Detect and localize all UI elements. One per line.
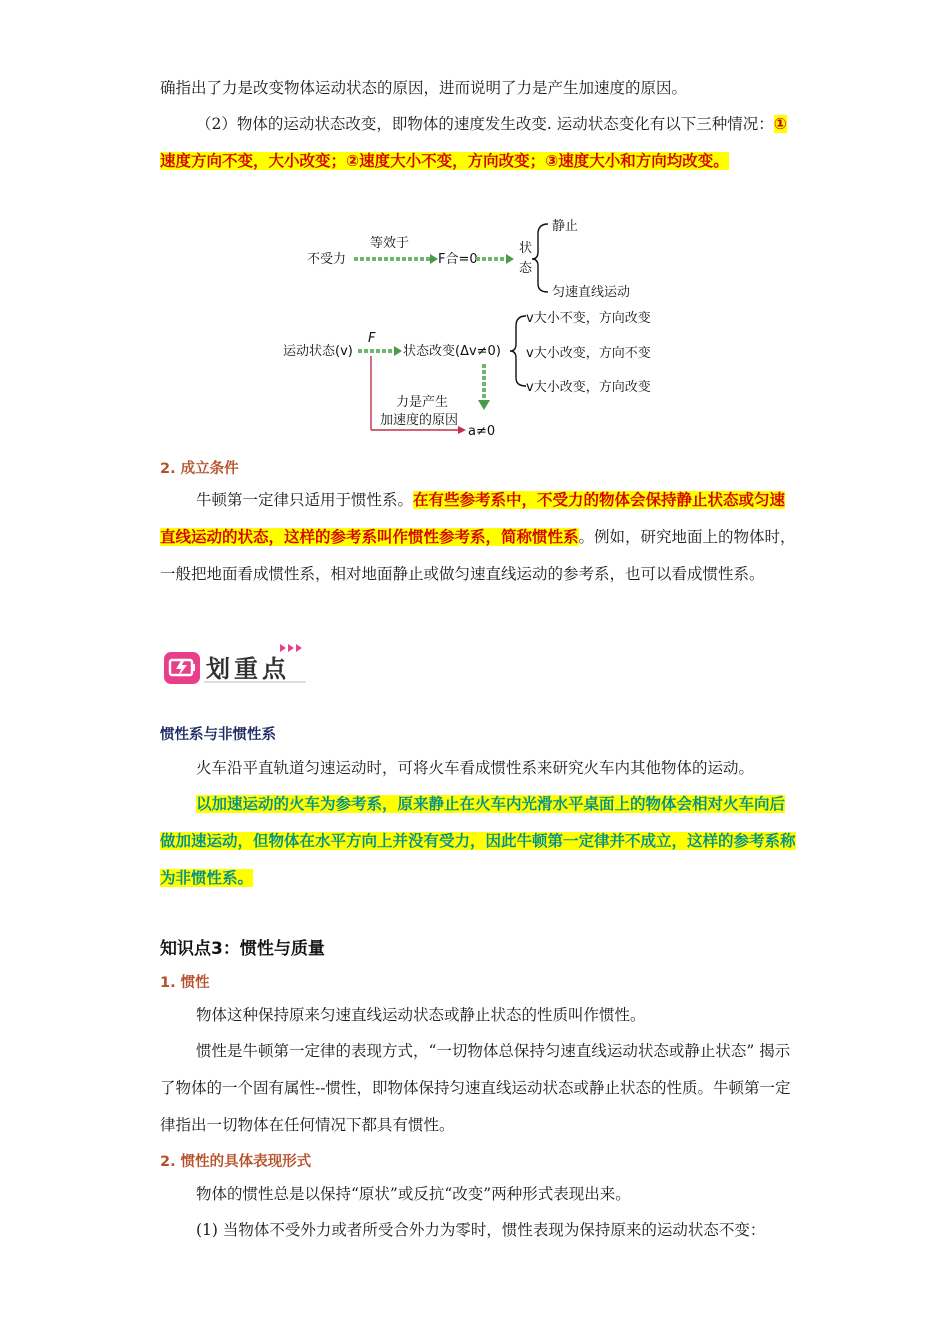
- state-change-text: （2）物体的运动状态改变，即物体的速度发生改变. 运动状态变化有以下三种情况：: [196, 115, 774, 133]
- label-no-force: 不受力: [307, 252, 347, 267]
- label-case-3: v大小改变，方向改变: [526, 380, 651, 395]
- key-point-badge: [162, 644, 312, 688]
- key-point-label: 划重点: [206, 655, 290, 683]
- label-rest: 静止: [552, 219, 579, 234]
- paragraph-no-force-case: (1) 当物体不受外力或者所受合外力为零时，惯性表现为保持原来的运动状态不变：: [196, 1221, 766, 1239]
- paragraph-inertia-definition: 物体这种保持原来匀速直线运动状态或静止状态的性质叫作惯性。: [196, 1006, 646, 1024]
- label-equivalent: 等效于: [370, 236, 410, 251]
- label-motion-state: 运动状态(v): [283, 344, 353, 359]
- paragraph-inertial-frame: [160, 482, 796, 593]
- section-title-inertia-forms: 2. 惯性的具体表现形式: [160, 1154, 312, 1170]
- highlight-inertial-definition: 在有些参考系中，不受力的物体会保持静止状态或匀速直线运动的状态，这样的参考系叫作惯性参考系，简称惯性系: [160, 491, 786, 546]
- paragraph-state-change: [160, 106, 796, 180]
- label-state-1: 状: [519, 241, 533, 256]
- label-accel-nonzero: a≠0: [468, 424, 496, 439]
- label-force-f: F: [368, 331, 376, 346]
- highlight-noninertial: 以加速运动的火车为参考系，原来静止在火车内光滑水平桌面上的物体会相对火车向后做加速运动，但物体在水平方向上并没有受力，因此牛顿第一定律并不成立，这样的参考系称为非惯性系。: [160, 795, 796, 887]
- label-case-1: v大小不变，方向改变: [526, 311, 651, 326]
- label-f-net-zero: F合=0: [438, 252, 478, 267]
- knowledge-point-3-title: 知识点3：惯性与质量: [160, 939, 325, 959]
- subtitle-inertial-noninertial: 惯性系与非惯性系: [160, 727, 276, 743]
- label-state-2: 态: [519, 261, 533, 276]
- label-state-change: 状态改变(Δv≠0): [403, 344, 501, 359]
- section-title-conditions: 2. 成立条件: [160, 461, 239, 477]
- section-title-inertia: 1. 惯性: [160, 975, 210, 991]
- label-cause-1: 力是产生: [396, 395, 449, 410]
- inertial-frame-example: 。例如，研究地面上的物体时，一般把地面看成惯性系，相对地面静止或做匀速直线运动的参考系，也可以看成惯性系。: [160, 528, 796, 583]
- paragraph-inertia-newton: 惯性是牛顿第一定律的表现方式，“一切物体总保持匀速直线运动状态或静止状态” 揭示了物体的一个固有属性--惯性，即物体保持匀速直线运动状态或静止状态的性质。牛顿第一定律指出一切物体在任何情况下都具有惯性。: [160, 1042, 791, 1134]
- force-motion-diagram: [270, 212, 670, 442]
- paragraph-train-uniform: 火车沿平直轨道匀速运动时，可将火车看成惯性系来研究火车内其他物体的运动。: [196, 759, 755, 777]
- label-case-2: v大小改变，方向不变: [526, 346, 651, 361]
- inertial-frame-lead: 牛顿第一定律只适用于惯性系。: [196, 491, 414, 509]
- paragraph-inertia-forms: 物体的惯性总是以保持“原状”或反抗“改变”两种形式表现出来。: [196, 1185, 631, 1203]
- label-cause-2: 加速度的原因: [380, 413, 459, 428]
- highlight-three-cases: ①速度方向不变，大小改变；②速度大小不变，方向改变；③速度大小和方向均改变。: [160, 115, 787, 170]
- paragraph-noninertial: [160, 786, 796, 897]
- label-uniform-motion: 匀速直线运动: [552, 285, 631, 300]
- paragraph-force-cause: 确指出了力是改变物体运动状态的原因，进而说明了力是产生加速度的原因。: [160, 79, 688, 97]
